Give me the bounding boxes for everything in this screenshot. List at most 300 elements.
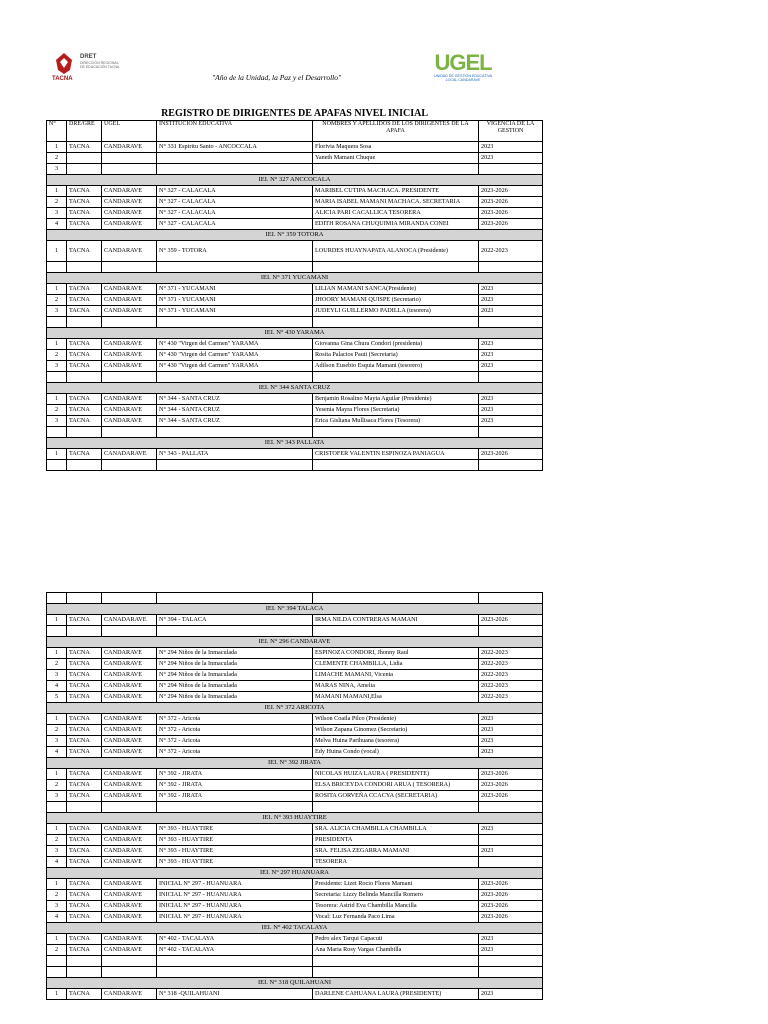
ugel-cell: CANDARAVE [102, 670, 157, 681]
term-cell: 2023-2026 [479, 186, 543, 197]
term-cell [479, 372, 543, 383]
institution-cell: N° 371 - YUCAMANI [157, 306, 313, 317]
table-row [47, 361, 543, 372]
institution-cell: N° 371 - YUCAMANI [157, 284, 313, 295]
row-number: 1 [47, 142, 67, 153]
dre-cell: TACNA [67, 857, 102, 868]
dre-cell: TACNA [67, 747, 102, 758]
section-title: IEI. N° 393 HUAYTIRE [47, 813, 543, 824]
name-cell [313, 593, 479, 604]
institution-cell: N° 327 - CALACALA [157, 208, 313, 219]
institution-cell: INICIAL N° 297 - HUANUARA [157, 879, 313, 890]
table-row [47, 725, 543, 736]
section-header-row [47, 758, 543, 769]
table-row [47, 989, 543, 1000]
ugel-cell: CANDARAVE [102, 725, 157, 736]
term-cell: 2023-2026 [479, 780, 543, 791]
table-row [47, 284, 543, 295]
row-number: 2 [47, 197, 67, 208]
row-number: 2 [47, 945, 67, 956]
institution-cell [157, 317, 313, 328]
name-cell: ESPINOZA CONDORI, Jhonny Raul [313, 648, 479, 659]
row-number: 1 [47, 394, 67, 405]
name-cell: Presidente: Lizet Rocio Flores Mamani [313, 879, 479, 890]
institution-cell [157, 164, 313, 175]
ugel-wordmark: UGEL [434, 50, 492, 75]
dre-cell [67, 427, 102, 438]
term-cell: 2023-2026 [479, 791, 543, 802]
table-row [47, 714, 543, 725]
row-number: 2 [47, 405, 67, 416]
institution-cell: N° 372 - Aricota [157, 747, 313, 758]
term-cell: 2023 [479, 361, 543, 372]
row-number: 3 [47, 306, 67, 317]
institution-cell: N° 344 - SANTA CRUZ [157, 394, 313, 405]
name-cell: CLEMENTE CHAMBILLA, Lidia [313, 659, 479, 670]
row-number: 4 [47, 912, 67, 923]
registry-table-part-1 [46, 108, 543, 471]
ugel-cell: CANDARAVE [102, 219, 157, 230]
ugel-logo [416, 52, 510, 86]
name-cell: Erica Gisliana Mullisaca Flores (Tesorera) [313, 416, 479, 427]
term-cell [479, 164, 543, 175]
ugel-cell: CANDARAVE [102, 835, 157, 846]
name-cell: Adilson Eusebio Esquia Mamani (tesorero) [313, 361, 479, 372]
row-number: 1 [47, 648, 67, 659]
ugel-cell: CANDARAVE [102, 912, 157, 923]
dret-title: DRET [80, 54, 97, 60]
dre-cell: TACNA [67, 648, 102, 659]
name-cell: JHOORY MAMANI QUISPE (Secretario) [313, 295, 479, 306]
row-number: 1 [47, 339, 67, 350]
institution-cell: N° 392 - JIRATA [157, 791, 313, 802]
institution-cell: N° 393 - HUAYTIRE [157, 846, 313, 857]
dret-emblem-icon [52, 52, 76, 78]
institution-cell: N° 402 - TACALAYA [157, 934, 313, 945]
ugel-cell [102, 593, 157, 604]
section-title: IEI. N° 344 SANTA CRUZ [47, 383, 543, 394]
table-row [47, 681, 543, 692]
name-cell [313, 372, 479, 383]
name-cell [313, 427, 479, 438]
row-number: 1 [47, 989, 67, 1000]
ugel-cell [102, 372, 157, 383]
dre-cell: TACNA [67, 736, 102, 747]
table-row [47, 317, 543, 328]
term-cell: 2023-2026 [479, 219, 543, 230]
name-cell: MARIA ISABEL MAMANI MACHACA. SECRETARIA [313, 197, 479, 208]
term-cell: 2023 [479, 306, 543, 317]
term-cell: 2023 [479, 416, 543, 427]
dret-logo [52, 52, 122, 86]
ugel-cell: CANDARAVE [102, 736, 157, 747]
table-row [47, 967, 543, 978]
ugel-cell: CANDARAVE [102, 361, 157, 372]
table-row [47, 934, 543, 945]
name-cell [313, 967, 479, 978]
dre-cell: TACNA [67, 824, 102, 835]
name-cell: NICOLAS HUIZA LAURA ( PRESIDENTE) [313, 769, 479, 780]
table-row [47, 142, 543, 153]
table-row [47, 405, 543, 416]
ugel-cell: CANDARAVE [102, 208, 157, 219]
table-row [47, 350, 543, 361]
name-cell [313, 460, 479, 471]
table-row [47, 427, 543, 438]
institution-cell: N° 372 - Aricota [157, 714, 313, 725]
name-cell: TESORERA [313, 857, 479, 868]
table-row [47, 912, 543, 923]
term-cell: 2023 [479, 295, 543, 306]
institution-cell: N° 294 Niños de la Inmaculada [157, 681, 313, 692]
dre-cell: TACNA [67, 890, 102, 901]
name-cell: Yaneth Mamani Chuque [313, 153, 479, 164]
institution-cell: N° 393 - HUAYTIRE [157, 824, 313, 835]
dre-cell: TACNA [67, 945, 102, 956]
row-number: 5 [47, 692, 67, 703]
ugel-cell [102, 317, 157, 328]
term-cell: 2023-2026 [479, 901, 543, 912]
institution-cell: INICIAL N° 297 - HUANUARA [157, 912, 313, 923]
institution-cell [157, 427, 313, 438]
section-header-row [47, 637, 543, 648]
row-number [47, 427, 67, 438]
name-cell [313, 956, 479, 967]
row-number [47, 460, 67, 471]
ugel-cell: CANDARAVE [102, 681, 157, 692]
row-number: 4 [47, 219, 67, 230]
row-number: 4 [47, 857, 67, 868]
term-cell: 2023 [479, 350, 543, 361]
dre-cell [67, 956, 102, 967]
ugel-cell [102, 262, 157, 273]
term-cell [479, 802, 543, 813]
institution-cell: N° 344 - SANTA CRUZ [157, 416, 313, 427]
dre-cell [67, 317, 102, 328]
name-cell: SRA. ALICIA CHAMBILLA CHAMBILLA [313, 824, 479, 835]
ugel-cell: CANDARAVE [102, 714, 157, 725]
table-row [47, 306, 543, 317]
table-row [47, 879, 543, 890]
term-cell: 2022-2023 [479, 659, 543, 670]
ugel-cell [102, 967, 157, 978]
table-row [47, 626, 543, 637]
name-cell: JUDEYLI GUILLERMO PADILLA (tesorera) [313, 306, 479, 317]
ugel-cell [102, 626, 157, 637]
section-title: IEI. N° 371 YUCAMANI [47, 273, 543, 284]
row-number: 1 [47, 769, 67, 780]
institution-cell [157, 460, 313, 471]
table-row [47, 153, 543, 164]
table-row [47, 791, 543, 802]
institution-cell: N° 318 -QUILAHUANI [157, 989, 313, 1000]
institution-cell: N° 294 Niños de la Inmaculada [157, 659, 313, 670]
institution-cell: N° 327 - CALACALA [157, 186, 313, 197]
name-cell: Giovanna Gina Chura Condori (presidenta) [313, 339, 479, 350]
term-cell: 2023 [479, 714, 543, 725]
institution-cell: N° 372 - Aricota [157, 725, 313, 736]
term-cell: 2022-2023 [479, 692, 543, 703]
ugel-cell: CANDARAVE [102, 142, 157, 153]
ugel-cell [102, 153, 157, 164]
ugel-cell: CANDARAVE [102, 989, 157, 1000]
dre-cell: TACNA [67, 659, 102, 670]
ugel-cell: CANADARAVE [102, 615, 157, 626]
row-number: 1 [47, 879, 67, 890]
row-number: 3 [47, 736, 67, 747]
ugel-cell: CANDARAVE [102, 405, 157, 416]
name-cell: Tesorera: Astrid Eva Chambilla Mancilla [313, 901, 479, 912]
dre-cell [67, 164, 102, 175]
dre-cell: TACNA [67, 901, 102, 912]
table-row [47, 835, 543, 846]
term-cell: 2022-2023 [479, 681, 543, 692]
name-cell: Wilson Zapana Ginomez (Secretario) [313, 725, 479, 736]
column-header: VIGENCIA DE LA GESTION [479, 121, 543, 142]
table-row [47, 780, 543, 791]
dre-cell: TACNA [67, 394, 102, 405]
ugel-cell [102, 460, 157, 471]
row-number: 4 [47, 747, 67, 758]
term-cell: 2023 [479, 989, 543, 1000]
row-number [47, 626, 67, 637]
dre-cell: TACNA [67, 339, 102, 350]
name-cell: Vocal: Luz Fernanda Paco Lima [313, 912, 479, 923]
dre-cell: TACNA [67, 725, 102, 736]
term-cell: 2023 [479, 394, 543, 405]
dre-cell: TACNA [67, 780, 102, 791]
term-cell: 2022-2023 [479, 241, 543, 262]
table-row [47, 857, 543, 868]
table-row [47, 615, 543, 626]
section-title: IEI. N° 402 TACALAYA [47, 923, 543, 934]
institution-cell: N° 371 - YUCAMANI [157, 295, 313, 306]
name-cell: MAMANI MAMANI,Elsa [313, 692, 479, 703]
ugel-cell: CANDARAVE [102, 780, 157, 791]
table-row [47, 186, 543, 197]
ugel-cell: CANDARAVE [102, 394, 157, 405]
name-cell: ALICIA PARI CACALLICA TESORERA [313, 208, 479, 219]
table-row [47, 692, 543, 703]
institution-cell: N° 327 - CALACALA [157, 197, 313, 208]
ugel-cell: CANDARAVE [102, 890, 157, 901]
section-title: IEI. N° 296 CANDARAVE [47, 637, 543, 648]
term-cell [479, 857, 543, 868]
institution-cell: N° 392 - JIRATA [157, 769, 313, 780]
name-cell: ROSITA GORVEÑA CCACYA (SECRETARIA) [313, 791, 479, 802]
table-row [47, 339, 543, 350]
dre-cell [67, 262, 102, 273]
section-header-row [47, 978, 543, 989]
section-header-row [47, 230, 543, 241]
term-cell: 2023-2026 [479, 879, 543, 890]
institution-cell: N° 430 "Virgen del Carmen" YARAMA [157, 361, 313, 372]
term-cell: 2023 [479, 945, 543, 956]
term-cell: 2023 [479, 153, 543, 164]
institution-cell: N° 294 Niños de la Inmaculada [157, 692, 313, 703]
row-number: 3 [47, 208, 67, 219]
name-cell: Rosita Palacios Pauti (Secretaria) [313, 350, 479, 361]
institution-cell: INICIAL N° 297 - HUANUARA [157, 890, 313, 901]
table-row [47, 659, 543, 670]
ugel-cell: CANDARAVE [102, 769, 157, 780]
section-header-row [47, 328, 543, 339]
name-cell: Melva Huina Parihuana (tesorera) [313, 736, 479, 747]
name-cell: CRISTOFER VALENTIN ESPINOZA PANIAGUA [313, 449, 479, 460]
ugel-cell: CANDARAVE [102, 692, 157, 703]
term-cell [479, 460, 543, 471]
name-cell [313, 802, 479, 813]
row-number: 2 [47, 890, 67, 901]
term-cell [479, 956, 543, 967]
dre-cell: TACNA [67, 769, 102, 780]
table-row [47, 593, 543, 604]
table-header-row [47, 121, 543, 142]
dre-cell: TACNA [67, 284, 102, 295]
row-number: 3 [47, 164, 67, 175]
dre-cell [67, 626, 102, 637]
name-cell: IRMA NILDA CONTRERAS MAMANI [313, 615, 479, 626]
institution-cell [157, 956, 313, 967]
term-cell: 2023 [479, 405, 543, 416]
section-header-row [47, 604, 543, 615]
table-row [47, 219, 543, 230]
dre-cell: TACNA [67, 692, 102, 703]
term-cell [479, 593, 543, 604]
name-cell: LOURDES HUAYNAPATA ALANOCA (Presidente) [313, 241, 479, 262]
table-row [47, 197, 543, 208]
institution-cell: N° 294 Niños de la Inmaculada [157, 648, 313, 659]
dre-cell: TACNA [67, 186, 102, 197]
term-cell: 2023 [479, 736, 543, 747]
institution-cell: N° 327 - CALACALA [157, 219, 313, 230]
ugel-subtitle-line-1: UNIDAD DE GESTIÓN EDUCATIVA [434, 74, 492, 78]
name-cell: Wilson Coaila Pilco (Presidente) [313, 714, 479, 725]
dre-cell: TACNA [67, 295, 102, 306]
section-header-row [47, 383, 543, 394]
name-cell: LILIAN MAMANI SANCA(Presidente) [313, 284, 479, 295]
term-cell: 2023-2026 [479, 769, 543, 780]
year-motto: "Año de la Unidad, la Paz y el Desarrollo" [212, 73, 342, 82]
institution-cell: N° 344 - SANTA CRUZ [157, 405, 313, 416]
term-cell [479, 262, 543, 273]
dre-cell: TACNA [67, 241, 102, 262]
column-header: UGEL [102, 121, 157, 142]
term-cell: 2023-2026 [479, 449, 543, 460]
term-cell [479, 967, 543, 978]
row-number: 2 [47, 295, 67, 306]
ugel-cell: CANDARAVE [102, 659, 157, 670]
ugel-cell: CANDARAVE [102, 791, 157, 802]
term-cell: 2023-2026 [479, 890, 543, 901]
name-cell: Edy Huina Condo (vocal) [313, 747, 479, 758]
table-row [47, 460, 543, 471]
document-title: REGISTRO DE DIRIGENTES DE APAFAS NIVEL INICIAL [161, 108, 428, 119]
row-number: 3 [47, 361, 67, 372]
dre-cell: TACNA [67, 670, 102, 681]
dre-cell: TACNA [67, 681, 102, 692]
dre-cell: TACNA [67, 615, 102, 626]
ugel-cell: CANDARAVE [102, 350, 157, 361]
row-number [47, 317, 67, 328]
table-row [47, 890, 543, 901]
ugel-subtitle [416, 74, 510, 82]
table-row [47, 208, 543, 219]
section-title: IEI. N° 297 HUANUARA [47, 868, 543, 879]
column-header: N° [47, 121, 67, 142]
name-cell: MARIBEL CUTIPA MACHACA. PRESIDENTE [313, 186, 479, 197]
institution-cell: N° 430 "Virgen del Carmen" YARAMA [157, 339, 313, 350]
table-body [47, 593, 543, 1000]
dre-cell: TACNA [67, 846, 102, 857]
name-cell: Ana Maria Rosy Vargas Chambilla [313, 945, 479, 956]
row-number: 2 [47, 835, 67, 846]
dre-cell: TACNA [67, 361, 102, 372]
row-number: 3 [47, 846, 67, 857]
dre-cell: TACNA [67, 405, 102, 416]
institution-cell: N° 430 "Virgen del Carmen" YARAMA [157, 350, 313, 361]
dre-cell [67, 593, 102, 604]
section-title: IEI. N° 372 ARICOTA [47, 703, 543, 714]
row-number: 1 [47, 824, 67, 835]
dre-cell: TACNA [67, 934, 102, 945]
row-number: 3 [47, 670, 67, 681]
section-header-row [47, 703, 543, 714]
table-row [47, 670, 543, 681]
dre-cell: TACNA [67, 912, 102, 923]
term-cell: 2023-2026 [479, 615, 543, 626]
table-row [47, 449, 543, 460]
table-row [47, 769, 543, 780]
institution-cell: N° 343 - PALLATA [157, 449, 313, 460]
term-cell: 2023 [479, 142, 543, 153]
table-row [47, 736, 543, 747]
dre-cell: TACNA [67, 197, 102, 208]
dre-cell [67, 460, 102, 471]
dre-cell [67, 372, 102, 383]
ugel-cell: CANDARAVE [102, 339, 157, 350]
dre-cell [67, 802, 102, 813]
institution-cell: N° 331 Espiritu Santo - ANCOCCALA [157, 142, 313, 153]
term-cell: 2023 [479, 284, 543, 295]
name-cell [313, 164, 479, 175]
ugel-cell: CANDARAVE [102, 879, 157, 890]
institution-cell [157, 593, 313, 604]
institution-cell: N° 393 - HUAYTIRE [157, 857, 313, 868]
dre-cell: TACNA [67, 208, 102, 219]
institution-cell: INICIAL N° 297 - HUANUARA [157, 901, 313, 912]
term-cell [479, 427, 543, 438]
table-row [47, 901, 543, 912]
table-row [47, 262, 543, 273]
institution-cell: N° 402 - TACALAYA [157, 945, 313, 956]
name-cell: Florivia Maquera Sosa [313, 142, 479, 153]
ugel-cell: CANDARAVE [102, 648, 157, 659]
ugel-cell: CANDARAVE [102, 846, 157, 857]
term-cell: 2023 [479, 846, 543, 857]
name-cell [313, 262, 479, 273]
institution-cell [157, 153, 313, 164]
institution-cell: N° 294 Niños de la Inmaculada [157, 670, 313, 681]
name-cell: PRESIDENTA [313, 835, 479, 846]
row-number: 2 [47, 659, 67, 670]
ugel-cell [102, 164, 157, 175]
table-row [47, 416, 543, 427]
table-row [47, 372, 543, 383]
table-row [47, 295, 543, 306]
registry-table-part-2 [46, 592, 543, 1000]
section-title: IEI. N° 343 PALLATA [47, 438, 543, 449]
